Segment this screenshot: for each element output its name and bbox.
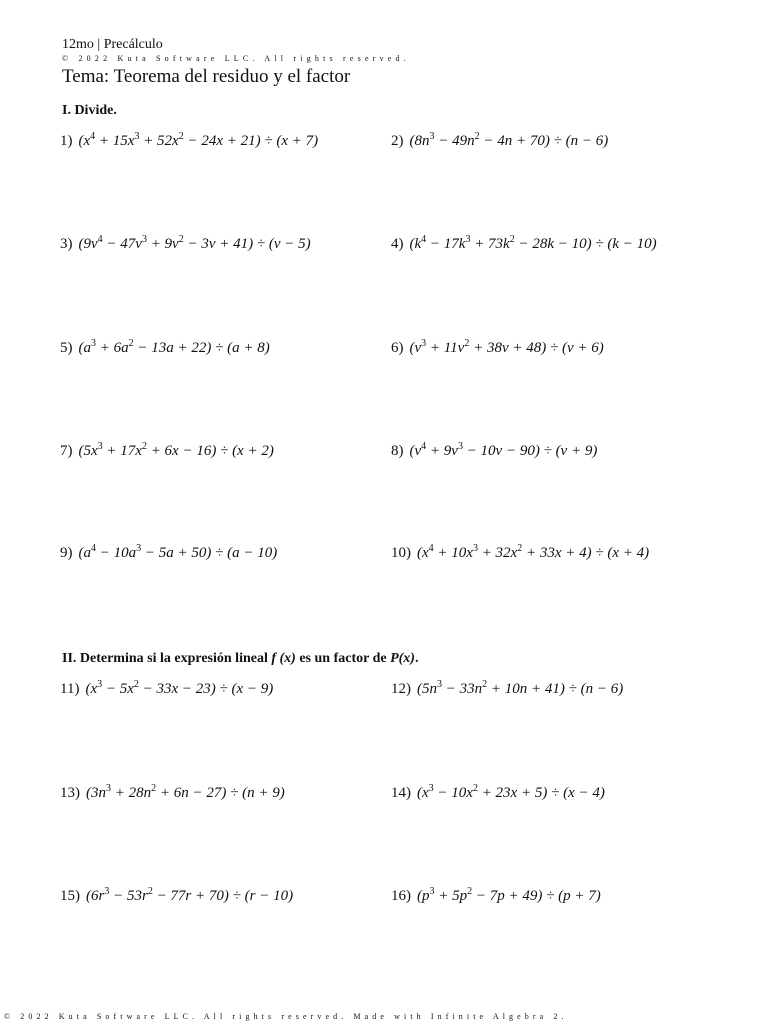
expression-term: − 10v − 90) ÷ (v + 9) [462,443,598,459]
expression-term: (3n [86,785,106,801]
problem-expression [85,681,273,697]
exponent: 2 [467,886,473,897]
problem-expression [86,888,293,904]
problem-expression [79,236,311,252]
expression-term: + 6x − 16) ÷ (x + 2) [146,443,274,459]
problem-2 [391,133,608,150]
expression-term: − 7p + 49) ÷ (p + 7) [472,888,601,904]
expression-term: (v [409,443,422,459]
problem-7 [60,443,274,460]
problem-number: 6) [391,340,404,356]
exponent: 2 [178,234,184,245]
exponent: 3 [97,441,103,452]
exponent: 4 [421,441,427,452]
expression-term: − 13a + 22) ÷ (a + 8) [133,340,270,356]
section-2-middle: es un factor de [295,651,391,666]
problem-number: 16) [391,888,411,904]
exponent: 3 [465,234,471,245]
problem-number: 1) [60,133,73,149]
expression-term: + 6n − 27) ÷ (n + 9) [156,785,285,801]
expression-term: (5x [78,443,98,459]
exponent: 2 [178,131,184,142]
problem-expression [410,133,609,149]
problem-number: 12) [391,681,411,697]
expression-term: + 10n + 41) ÷ (n − 6) [487,681,624,697]
exponent: 4 [421,234,427,245]
exponent: 2 [482,679,488,690]
problem-expression [410,340,604,356]
problem-number: 7) [60,443,73,459]
expression-term: + 52x [139,133,179,149]
expression-term: (v [409,340,422,356]
section-2-p: P(x) [390,651,415,666]
section-2-heading [62,651,418,667]
expression-term: − 10a [96,545,137,561]
expression-term: − 24x + 21) ÷ (x + 7) [183,133,319,149]
problem-11 [60,681,273,698]
expression-term: + 10x [433,545,473,561]
problem-number: 13) [60,785,80,801]
expression-term: + 6a [96,340,129,356]
expression-term: − 3v + 41) ÷ (v − 5) [183,236,311,252]
exponent: 3 [472,543,478,554]
problem-expression [79,340,270,356]
exponent: 2 [128,338,134,349]
problem-number: 9) [60,545,73,561]
expression-term: + 23x + 5) ÷ (x − 4) [477,785,605,801]
exponent: 2 [517,543,523,554]
exponent: 3 [106,783,111,794]
expression-term: + 9v [146,236,179,252]
expression-term: (x [78,133,91,149]
exponent: 2 [151,783,157,794]
problem-expression [79,545,278,561]
expression-term: (6r [86,888,105,904]
problem-14 [391,785,605,802]
problem-expression [86,785,285,801]
expression-term: (9v [78,236,98,252]
expression-term: (x [417,785,429,801]
expression-term: − 5x [102,681,134,697]
problem-number: 3) [60,236,73,252]
exponent: 2 [147,886,153,897]
expression-term: (a [78,340,91,356]
expression-term: (5n [417,681,437,697]
expression-term: + 15x [95,133,135,149]
exponent: 3 [429,131,435,142]
expression-term: − 5a + 50) ÷ (a − 10) [141,545,278,561]
exponent: 2 [464,338,470,349]
problem-expression [417,681,623,697]
expression-term: (k [409,236,422,252]
expression-term: + 32x [477,545,518,561]
problem-13 [60,785,285,802]
exponent: 3 [429,886,435,897]
expression-term: (x [85,681,98,697]
problem-expression [410,236,657,252]
expression-term: (8n [409,133,430,149]
exponent: 3 [134,131,140,142]
problem-expression [79,443,274,459]
problem-4 [391,236,657,253]
expression-term: − 4n + 70) ÷ (n − 6) [479,133,609,149]
problem-6 [391,340,604,357]
problem-number: 15) [60,888,80,904]
expression-term: (a [78,545,91,561]
problem-expression [79,133,319,149]
exponent: 3 [141,234,147,245]
exponent: 3 [457,441,463,452]
expression-term: − 17k [426,236,466,252]
problem-16 [391,888,601,905]
exponent: 3 [437,679,442,690]
section-2-suffix: . [414,651,419,666]
exponent: 3 [421,338,427,349]
exponent: 3 [97,679,103,690]
problem-10 [391,545,649,562]
problem-expression [410,443,598,459]
worksheet-title: Tema: Teorema del residuo y el factor [62,66,351,87]
expression-term: − 53r [109,888,148,904]
problem-8 [391,443,597,460]
copyright-bottom: © 2022 Kuta Software LLC. All rights reserved. Made with Infinite Algebra 2. [4,1012,568,1021]
problem-number: 2) [391,133,404,149]
exponent: 3 [91,338,96,349]
exponent: 4 [97,234,103,245]
exponent: 4 [428,543,434,554]
course-header: 12mo | Precálculo [62,37,163,52]
expression-term: − 33n [442,681,483,697]
expression-term: − 47v [102,236,142,252]
exponent: 4 [91,543,96,554]
problem-number: 14) [391,785,411,801]
copyright-top: © 2022 Kuta Software LLC. All rights reserved. [62,54,410,63]
exponent: 3 [136,543,142,554]
problem-9 [60,545,277,562]
exponent: 2 [133,679,139,690]
problem-number: 4) [391,236,404,252]
problem-15 [60,888,293,905]
expression-term: − 10x [433,785,473,801]
problem-expression [417,545,649,561]
expression-term: + 33x + 4) ÷ (x + 4) [522,545,650,561]
expression-term: − 77r + 70) ÷ (r − 10) [152,888,294,904]
problem-expression [417,785,605,801]
problem-expression [417,888,601,904]
exponent: 4 [90,131,96,142]
problem-5 [60,340,270,357]
expression-term: + 17x [102,443,142,459]
exponent: 2 [509,234,515,245]
exponent: 2 [141,441,147,452]
problem-12 [391,681,623,698]
expression-term: − 33x − 23) ÷ (x − 9) [138,681,274,697]
problem-1 [60,133,318,150]
expression-term: (p [417,888,430,904]
expression-term: + 38v + 48) ÷ (v + 6) [469,340,604,356]
exponent: 2 [472,783,478,794]
exponent: 3 [104,886,110,897]
problem-number: 10) [391,545,411,561]
expression-term: (x [417,545,429,561]
expression-term: − 49n [434,133,475,149]
exponent: 3 [428,783,434,794]
expression-term: + 11v [426,340,465,356]
problem-number: 8) [391,443,404,459]
expression-term: − 28k − 10) ÷ (k − 10) [514,236,657,252]
expression-term: + 9v [426,443,458,459]
expression-term: + 28n [111,785,152,801]
problem-3 [60,236,311,253]
section-2-f: f (x) [271,651,296,666]
exponent: 2 [474,131,480,142]
problem-number: 11) [60,681,80,697]
expression-term: + 73k [470,236,510,252]
section-2-prefix: II. Determina si la expresión lineal [62,651,272,666]
problem-number: 5) [60,340,73,356]
section-1-heading: I. Divide. [62,103,117,118]
expression-term: + 5p [434,888,468,904]
